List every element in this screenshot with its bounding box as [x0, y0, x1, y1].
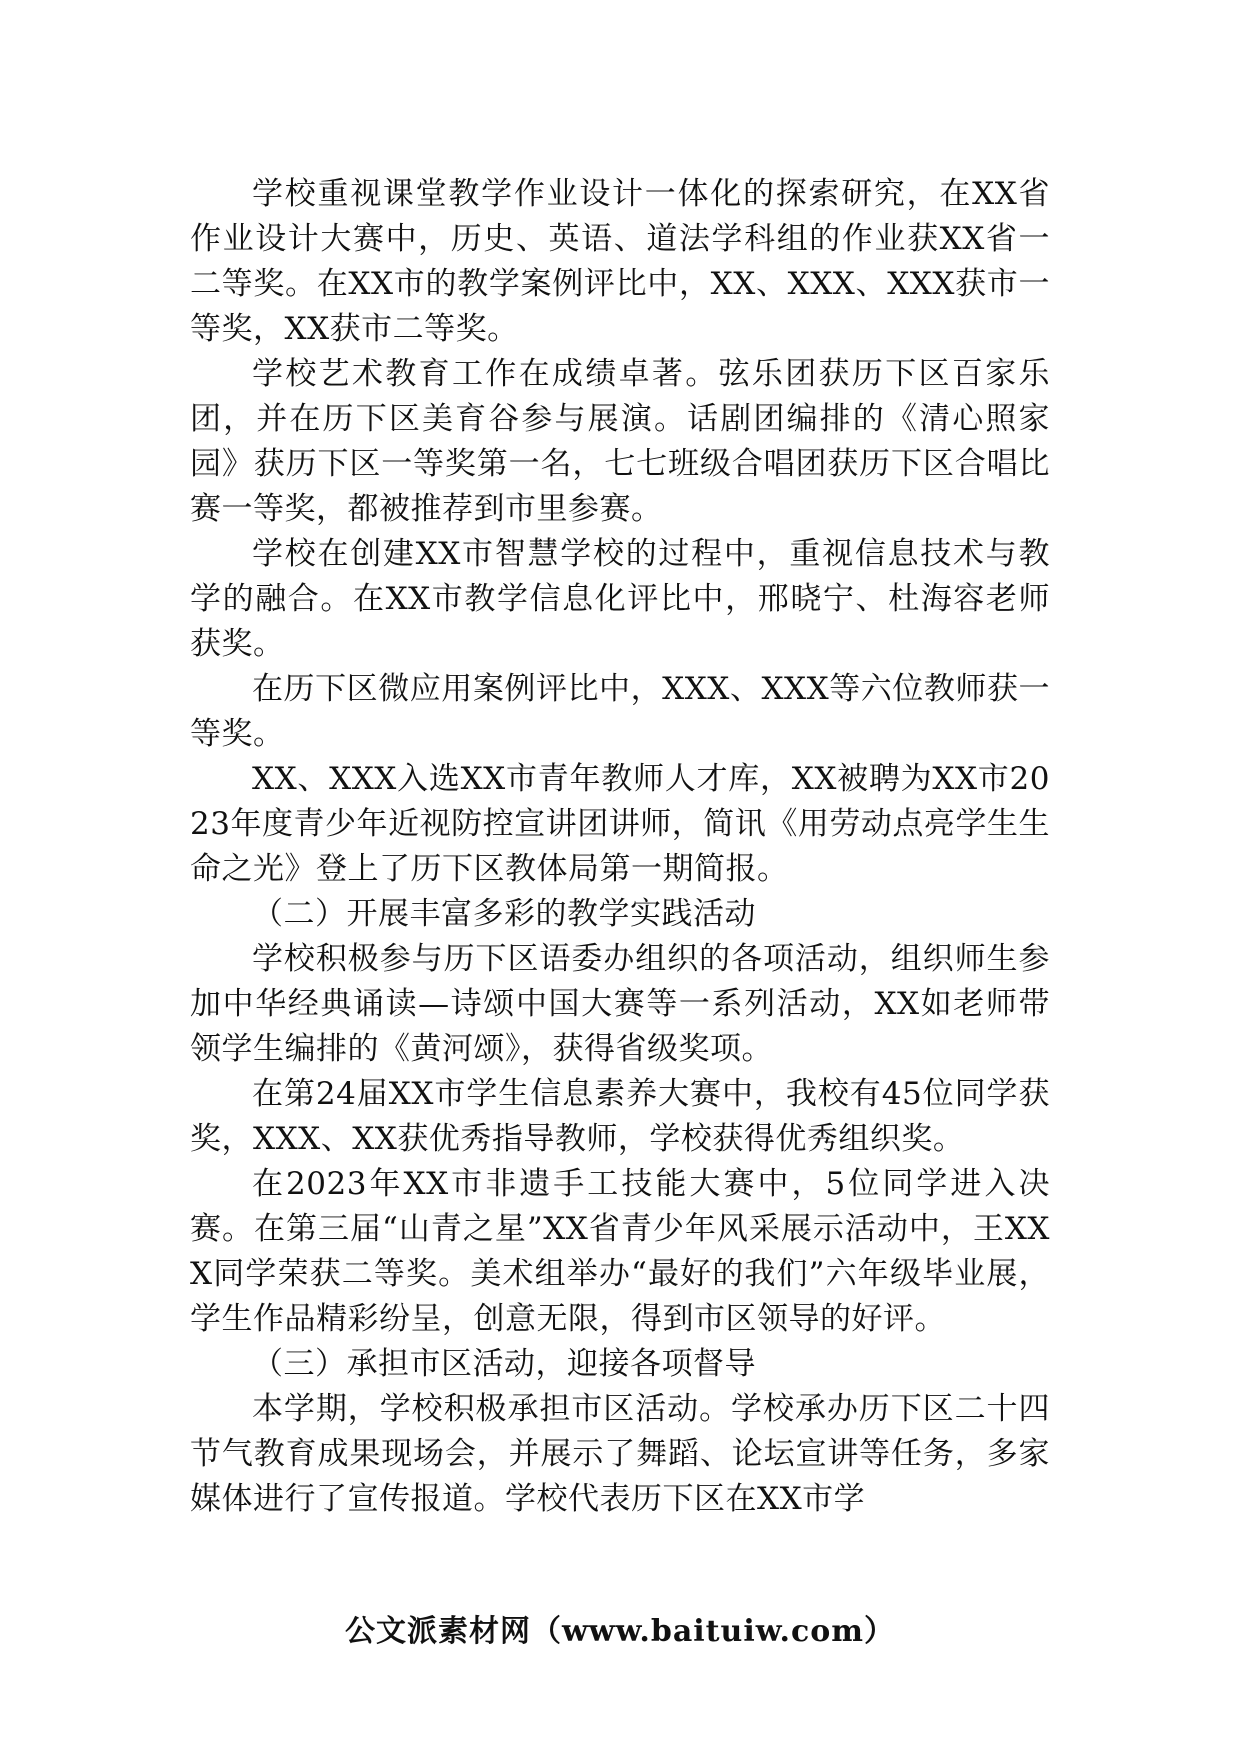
section-heading-2: （二）开展丰富多彩的教学实践活动	[252, 896, 756, 932]
paragraph-information-literacy: 在第24届XX市学生信息素养大赛中，我校有45位同学获奖，XXX、XX获优秀指导教师，学校获得优秀组织奖。	[190, 1076, 1050, 1157]
paragraph-art-education: 学校艺术教育工作在成绩卓著。弦乐团获历下区百家乐团，并在历下区美育谷参与展演。话剧团编排的《清心照家园》获历下区一等奖第一名，七七班级合唱团获历下区合唱比赛一等奖，都被推荐到市里参赛。	[190, 356, 1050, 527]
paragraph-handicraft-contest: 在2023年XX市非遗手工技能大赛中，5位同学进入决赛。在第三届“山青之星”XX省青少年风采展示活动中，王XXX同学荣获二等奖。美术组举办“最好的我们”六年级毕业展，学生作品精彩纷呈，创意无限，得到市区领导的好评。	[190, 1166, 1050, 1337]
page-footer: 公文派素材网（www.baituiw.com）	[344, 1614, 896, 1649]
paragraph-city-activities: 本学期，学校积极承担市区活动。学校承办历下区二十四节气教育成果现场会，并展示了舞蹈、论坛宣讲等任务，多家媒体进行了宣传报道。学校代表历下区在XX市学	[190, 1391, 1050, 1517]
paragraph-language-activities: 学校积极参与历下区语委办组织的各项活动，组织师生参加中华经典诵读—诗颂中国大赛等一系列活动，XX如老师带领学生编排的《黄河颂》，获得省级奖项。	[190, 941, 1050, 1067]
paragraph-teacher-talent: XX、XXX入选XX市青年教师人才库，XX被聘为XX市2023年度青少年近视防控宣讲团讲师，简讯《用劳动点亮学生生命之光》登上了历下区教体局第一期简报。	[190, 761, 1050, 887]
section-heading-3: （三）承担市区活动，迎接各项督导	[252, 1346, 756, 1382]
paragraph-homework-design: 学校重视课堂教学作业设计一体化的探索研究，在XX省作业设计大赛中，历史、英语、道法学科组的作业获XX省一二等奖。在XX市的教学案例评比中，XX、XXX、XXX获市一等奖，XX获市二等奖。	[190, 176, 1050, 347]
paragraph-micro-application: 在历下区微应用案例评比中，XXX、XXX等六位教师获一等奖。	[190, 671, 1050, 752]
document-body	[190, 172, 1050, 1522]
paragraph-smart-school: 学校在创建XX市智慧学校的过程中，重视信息技术与教学的融合。在XX市教学信息化评比中，邢晓宁、杜海容老师获奖。	[190, 536, 1050, 662]
